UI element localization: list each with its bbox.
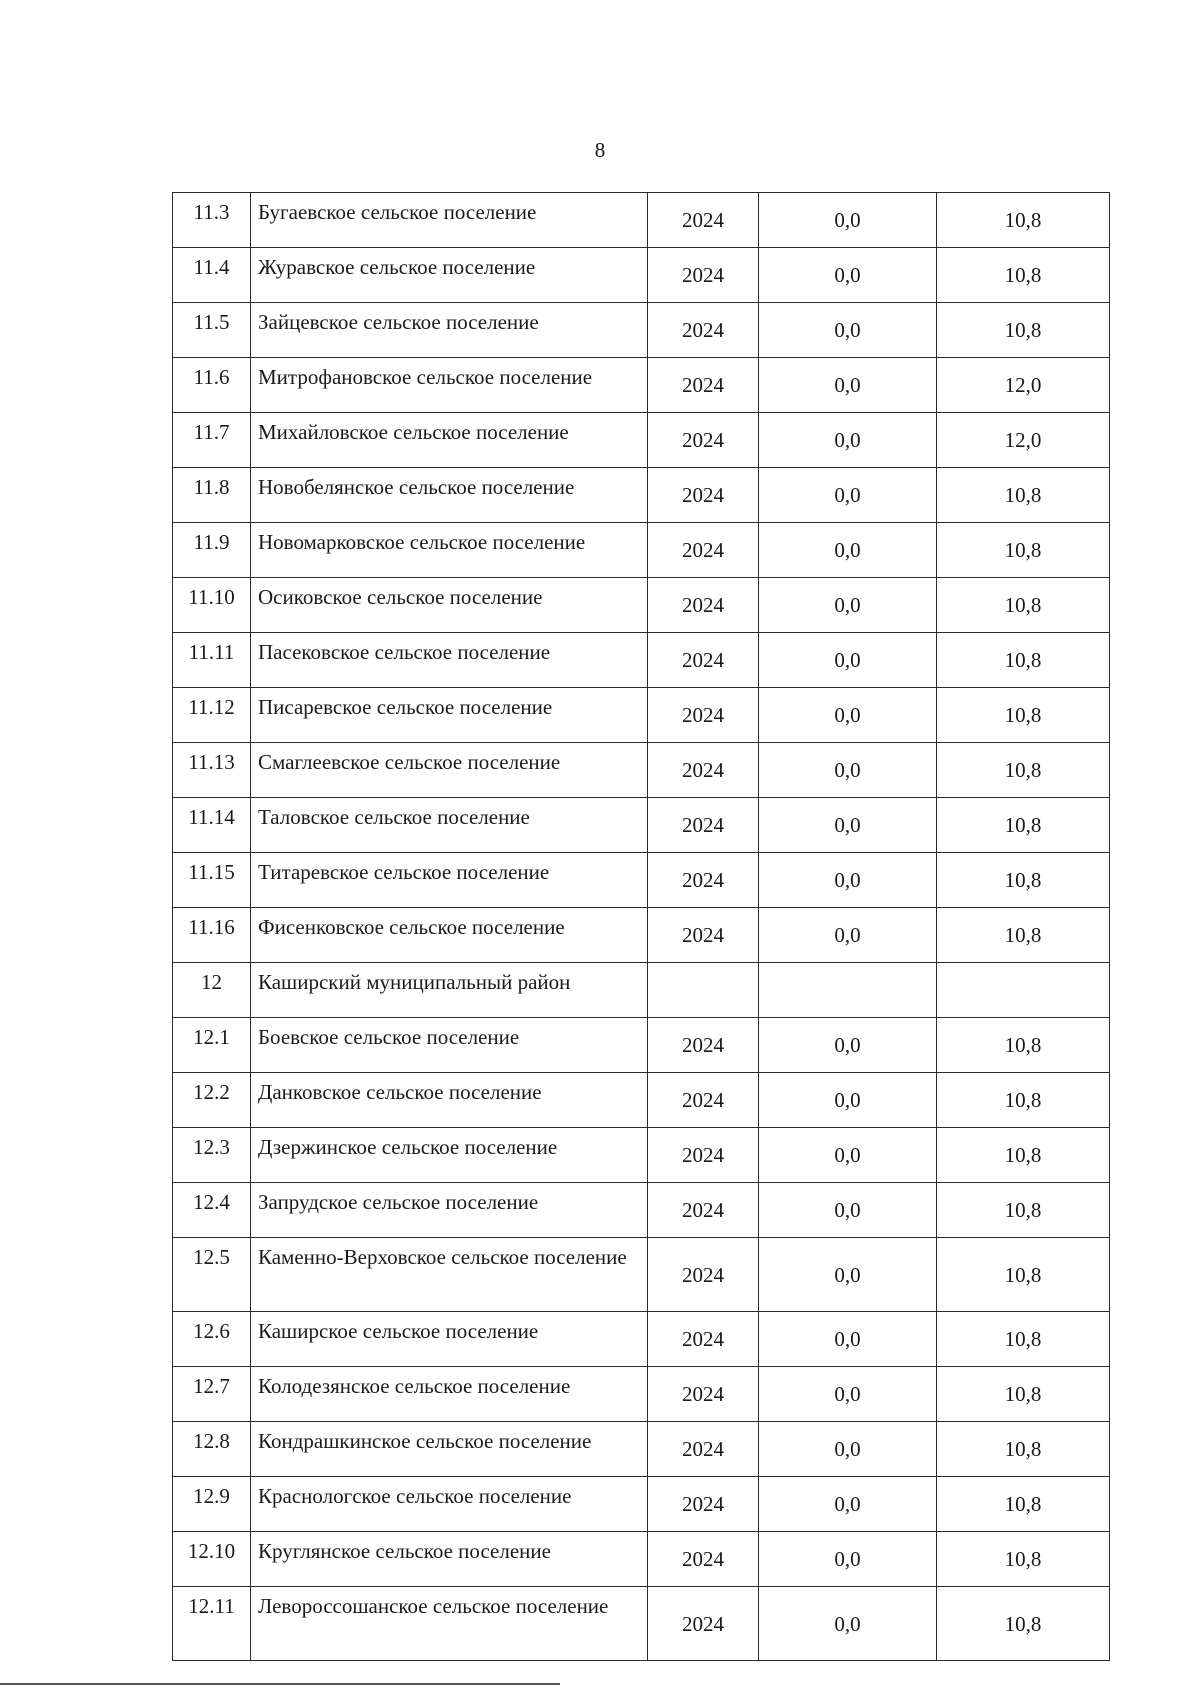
row-number: 12.3 [173,1128,251,1183]
value-2-cell: 10,8 [937,1477,1110,1532]
table-row [173,303,1110,358]
year-cell: 2024 [648,578,759,633]
year-cell: 2024 [648,688,759,743]
settlement-name: Бугаевское сельское поселение [251,193,648,248]
year-cell: 2024 [648,1073,759,1128]
value-1-cell: 0,0 [759,1477,937,1532]
table-row [173,1422,1110,1477]
settlement-name: Дзержинское сельское поселение [251,1128,648,1183]
value-1-cell: 0,0 [759,853,937,908]
year-cell: 2024 [648,1018,759,1073]
settlement-name: Данковское сельское поселение [251,1073,648,1128]
table-row [173,1183,1110,1238]
table-row [173,1312,1110,1367]
year-cell: 2024 [648,1367,759,1422]
value-1-cell: 0,0 [759,1128,937,1183]
value-1-cell: 0,0 [759,1312,937,1367]
value-1-cell: 0,0 [759,523,937,578]
value-2-cell: 10,8 [937,1587,1110,1661]
settlement-name: Круглянское сельское поселение [251,1532,648,1587]
row-number: 12.5 [173,1238,251,1312]
value-1-cell: 0,0 [759,1238,937,1312]
value-2-cell: 10,8 [937,1183,1110,1238]
value-1-cell: 0,0 [759,908,937,963]
value-1-cell [759,963,937,1018]
row-number: 12.6 [173,1312,251,1367]
settlement-name: Писаревское сельское поселение [251,688,648,743]
table-row [173,358,1110,413]
settlement-name: Зайцевское сельское поселение [251,303,648,358]
table-row [173,1367,1110,1422]
year-cell: 2024 [648,193,759,248]
value-2-cell: 12,0 [937,413,1110,468]
value-2-cell: 10,8 [937,1128,1110,1183]
value-2-cell: 10,8 [937,578,1110,633]
year-cell: 2024 [648,853,759,908]
table-row [173,1477,1110,1532]
row-number: 11.9 [173,523,251,578]
value-2-cell: 10,8 [937,1018,1110,1073]
settlement-name: Боевское сельское поселение [251,1018,648,1073]
table-row [173,908,1110,963]
year-cell: 2024 [648,743,759,798]
settlement-name: Колодезянское сельское поселение [251,1367,648,1422]
table-row [173,1128,1110,1183]
year-cell: 2024 [648,1587,759,1661]
row-number: 11.7 [173,413,251,468]
row-number: 11.11 [173,633,251,688]
row-number: 11.14 [173,798,251,853]
value-2-cell: 10,8 [937,248,1110,303]
row-number: 11.8 [173,468,251,523]
table-row [173,1532,1110,1587]
table-row [173,1238,1110,1312]
settlement-name: Запрудское сельское поселение [251,1183,648,1238]
value-2-cell: 10,8 [937,1238,1110,1312]
page-number: 8 [594,138,606,162]
year-cell: 2024 [648,248,759,303]
settlements-table [172,192,1110,1661]
settlement-name: Фисенковское сельское поселение [251,908,648,963]
value-1-cell: 0,0 [759,358,937,413]
row-number: 11.5 [173,303,251,358]
year-cell: 2024 [648,633,759,688]
settlement-name: Титаревское сельское поселение [251,853,648,908]
table-row [173,743,1110,798]
row-number: 12.11 [173,1587,251,1661]
settlement-name: Михайловское сельское поселение [251,413,648,468]
table-row [173,1073,1110,1128]
row-number: 11.16 [173,908,251,963]
value-2-cell: 10,8 [937,1073,1110,1128]
footer-rule [0,1683,560,1685]
table-row [173,578,1110,633]
value-1-cell: 0,0 [759,303,937,358]
year-cell: 2024 [648,303,759,358]
value-1-cell: 0,0 [759,578,937,633]
district-name: Каширский муниципальный район [251,963,648,1018]
settlement-name: Пасековское сельское поселение [251,633,648,688]
table-row [173,1018,1110,1073]
value-2-cell: 10,8 [937,303,1110,358]
value-2-cell [937,963,1110,1018]
table-row [173,1587,1110,1661]
year-cell: 2024 [648,468,759,523]
value-1-cell: 0,0 [759,688,937,743]
year-cell: 2024 [648,1422,759,1477]
year-cell: 2024 [648,798,759,853]
settlement-name: Митрофановское сельское поселение [251,358,648,413]
value-1-cell: 0,0 [759,193,937,248]
value-2-cell: 12,0 [937,358,1110,413]
year-cell: 2024 [648,1532,759,1587]
row-number: 12 [173,963,251,1018]
settlement-name: Краснологское сельское поселение [251,1477,648,1532]
table-row [173,798,1110,853]
value-1-cell: 0,0 [759,248,937,303]
value-2-cell: 10,8 [937,853,1110,908]
settlement-name: Журавское сельское поселение [251,248,648,303]
value-2-cell: 10,8 [937,743,1110,798]
row-number: 11.12 [173,688,251,743]
value-2-cell: 10,8 [937,908,1110,963]
row-number: 12.10 [173,1532,251,1587]
settlement-name: Осиковское сельское поселение [251,578,648,633]
settlement-name: Смаглеевское сельское поселение [251,743,648,798]
row-number: 11.3 [173,193,251,248]
row-number: 11.15 [173,853,251,908]
value-2-cell: 10,8 [937,1312,1110,1367]
year-cell: 2024 [648,1183,759,1238]
value-2-cell: 10,8 [937,1532,1110,1587]
table-row [173,468,1110,523]
year-cell: 2024 [648,413,759,468]
value-2-cell: 10,8 [937,633,1110,688]
row-number: 12.2 [173,1073,251,1128]
year-cell: 2024 [648,1238,759,1312]
row-number: 11.10 [173,578,251,633]
value-1-cell: 0,0 [759,633,937,688]
table-row [173,853,1110,908]
settlement-name: Новобелянское сельское поселение [251,468,648,523]
row-number: 11.4 [173,248,251,303]
year-cell: 2024 [648,908,759,963]
value-1-cell: 0,0 [759,1073,937,1128]
table-row [173,523,1110,578]
year-cell: 2024 [648,523,759,578]
table-row [173,413,1110,468]
value-2-cell: 10,8 [937,798,1110,853]
table-row [173,633,1110,688]
year-cell [648,963,759,1018]
settlement-name: Каменно-Верховское сельское поселение [251,1238,648,1312]
table-row [173,688,1110,743]
row-number: 12.7 [173,1367,251,1422]
row-number: 12.1 [173,1018,251,1073]
value-2-cell: 10,8 [937,468,1110,523]
table-row [173,193,1110,248]
value-1-cell: 0,0 [759,743,937,798]
value-2-cell: 10,8 [937,688,1110,743]
row-number: 12.4 [173,1183,251,1238]
value-2-cell: 10,8 [937,193,1110,248]
value-1-cell: 0,0 [759,1183,937,1238]
value-1-cell: 0,0 [759,413,937,468]
settlement-name: Левороссошанское сельское поселение [251,1587,648,1661]
value-2-cell: 10,8 [937,523,1110,578]
value-2-cell: 10,8 [937,1422,1110,1477]
value-1-cell: 0,0 [759,468,937,523]
settlement-name: Кондрашкинское сельское поселение [251,1422,648,1477]
year-cell: 2024 [648,1477,759,1532]
value-1-cell: 0,0 [759,1018,937,1073]
value-1-cell: 0,0 [759,798,937,853]
district-row [173,963,1110,1018]
row-number: 12.8 [173,1422,251,1477]
row-number: 11.13 [173,743,251,798]
year-cell: 2024 [648,358,759,413]
settlement-name: Новомарковское сельское поселение [251,523,648,578]
row-number: 12.9 [173,1477,251,1532]
table-row [173,248,1110,303]
value-1-cell: 0,0 [759,1532,937,1587]
year-cell: 2024 [648,1312,759,1367]
value-1-cell: 0,0 [759,1587,937,1661]
settlement-name: Таловское сельское поселение [251,798,648,853]
value-2-cell: 10,8 [937,1367,1110,1422]
row-number: 11.6 [173,358,251,413]
value-1-cell: 0,0 [759,1422,937,1477]
value-1-cell: 0,0 [759,1367,937,1422]
settlement-name: Каширское сельское поселение [251,1312,648,1367]
table-body [173,193,1110,1661]
year-cell: 2024 [648,1128,759,1183]
